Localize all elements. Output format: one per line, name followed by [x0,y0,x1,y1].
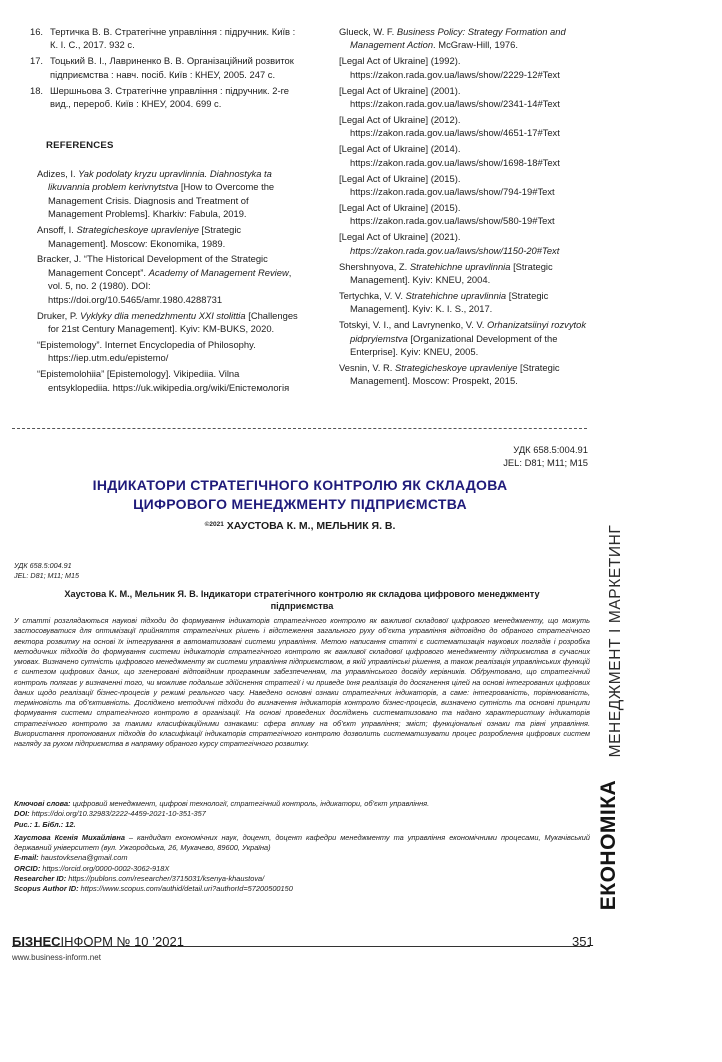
reference-text: [Organizational Development of the Enterprise]. Kyiv: KNEU, 2005. [350,332,558,357]
abstract-title: Хаустова К. М., Мельник Я. В. Індикатори стратегічного контролю як складова цифрового менеджменту підприємства [64,589,540,611]
references-heading: REFERENCES [46,140,114,151]
journal-name: БІЗНЕСІНФОРМ № 10 ’2021 [12,934,184,949]
reference-text: Тоцький В. І., Лавриненко В. В. Організаційний розвиток підприємства : навч. посіб. Київ : КНЕУ, 2005. 247 с. [50,55,294,80]
figs-line: Рис.: 1. Бібл.: 12. [14,819,76,829]
reference-text: [Challenges for 21st Century Management]. Kyiv: KM-BUKS, 2020. [48,309,298,334]
reference-text: [Legal Act of Ukraine] (2015). https://zakon.rada.gov.ua/laws/show/580-19#Text [339,201,555,227]
reference-text: [Strategic Management]. Moscow: Prospekt, 2015. [350,361,560,387]
reference-title: Stratehichne upravlinnia [409,260,511,272]
reference-item [37,338,301,365]
reference-title: Strategicheskoye upravleniye [76,224,199,236]
section-divider [12,428,587,429]
reference-title: Strategicheskoye upravleniye [394,361,518,373]
reference-text: Vesnin, V. R. [339,361,395,373]
reference-text: . McGraw-Hill, 1976. [433,39,518,51]
copyright-year: ©2021 [204,521,224,528]
reference-text: [Legal Act of Ukraine] (2001). https://zakon.rada.gov.ua/laws/show/2341-14#Text [339,84,560,110]
article-title [80,476,520,514]
reference-item [339,260,597,287]
reference-number: 16. [30,26,44,37]
reference-text: Ansoff, I. [37,224,77,236]
udk-code-left: УДК 658.5:004.91 [14,561,72,570]
doi-line: DOI: https://doi.org/10.32983/2222-4459-2021-10-351-357 [14,809,206,819]
reference-title: Stratehichne upravlinnia [405,289,507,301]
reference-text: Тертичка В. В. Стратегічне управління : підручник. Київ : К. І. С., 2017. 932 с. [50,26,296,51]
references-right-column [339,25,597,390]
reference-item [339,54,597,81]
journal-website[interactable]: www.business-inform.net [12,953,101,962]
reference-item [37,252,301,306]
article-title-line1: ІНДИКАТОРИ СТРАТЕГІЧНОГО КОНТРОЛЮ ЯК СКЛАДОВА [92,477,508,493]
reference-number: 17. [30,55,44,67]
reference-text: [Strategic Management]. Kyiv: KNEU, 2004. [350,260,553,285]
reference-text: Bracker, J. “The Historical Development of the Strategic Management Concept”. [37,253,268,278]
numbered-reference-item [30,84,302,111]
researcher-line: Researcher ID: https://publons.com/researcher/3715031/ksenya-khaustova/ [14,874,265,884]
article-title-line2: ЦИФРОВОГО МЕНЕДЖМЕНТУ ПІДПРИЄМСТВА [133,496,467,512]
page-number: 351 [572,934,594,949]
reference-item [37,167,301,221]
reference-item [339,230,597,257]
reference-text: [Legal Act of Ukraine] (2014). https://zakon.rada.gov.ua/laws/show/1698-18#Text [339,143,560,168]
side-section-label: МЕНЕДЖМЕНТ І МАРКЕТИНГ [607,524,624,757]
reference-text: [Strategic Management]. Kyiv: K. I. S., 2017. [350,289,549,315]
reference-text: Shershnyova, Z. [339,260,410,272]
reference-item [339,172,597,199]
byline [80,520,520,532]
udk-code: УДК 658.5:004.91 [513,444,588,455]
author-info: Хаустова Ксенія Михайлівна – кандидат економічних наук, доцент, доцент кафедри менеджменту та управління економічними процесами, Мукачівський державний університет (вул. Ужгородська, 26, Мукачево, 89600, Україна) [14,832,590,853]
numbered-reference-item [30,25,302,52]
reference-item [339,361,597,388]
reference-title: Academy of Management Review [148,266,289,278]
scopus-line: Scopus Author ID: https://www.scopus.com/authid/detail.uri?authorId=57200500150 [14,884,293,894]
reference-item [339,84,597,111]
article-metadata [14,799,590,895]
reference-item [339,318,597,358]
references-numbered-list [30,25,302,113]
reference-text: [How to Overcome the Management Crisis. Diagnosis and Treatment of Management Problems]. Kharkiv: Fabula, 2019. [48,181,275,220]
byline-authors: ХАУСТОВА К. М., МЕЛЬНИК Я. В. [226,520,396,532]
abstract-text: У статті розглядаються наукові підходи до формування індикаторів стратегічного контролю як важливої складової цифрового менеджменту, що можуть застосовуватися для оптимізації прийняття стратегічних рішень і відстеження загального руху об’єкта управління відповідно до обраного стратегічного вектора розвитку на основі їх інтегрування в автоматизовані системи управління. Метою написання статті є систематизація наукових поглядів і розробка методичних підходів до формування системи індикаторів стратегічного контролю як важливої складової цифрового менеджменту підприємства в сучасних умовах. Визначено сутність цифрового менеджменту як системи управління підприємством, в якій управлінські рішення, а також реалізація управлінських функцій є синтезом цифрових даних, що згенеровані відповідним програмним забезпеченням, та управлінського досвіду керівників. Обґрунтовано, що стратегічний контроль полягає у визначенні того, чи можливе подальше здійснення стратегії і чи приведе їхня реалізація до досягнення цілей на основі інтегрованих цифрових даних щодо реалізації бізнес-процесів у режимі реального часу. Наведено основні ознаки стратегічних індикаторів, а саме: інтегрованість, порівнюваність, терміновість та об’єктивність. Досліджено методичні підходи до визначення індикаторів контролю бізнес-процесів, визначено сутність та основні принципи формування системи стратегічного контролю в організації. На основі проведених досліджень систематизовано та надано характеристику індикаторів стратегічного контролю за такими класифікаційними ознаками: сфера впливу на об’єкт управління; зміст; функціональні ознаки та рівні управління. Використання пропонованих підходів до класифікації індикаторів стратегічного контролю дозволить систематизувати процес розроблення цифрових систем нагляду за рухом підприємства в напрямку обраного курсу стратегічного розвитку. [14,616,590,748]
orcid-line: ORCID: https://orcid.org/0000-0002-3062-918X [14,863,170,873]
reference-text: [Legal Act of Ukraine] (2021). [339,231,461,243]
reference-title: Yak podolaty kryzu upravlinnia. Diahnostyka ta likuvannia problem kerivnytstva [48,168,272,193]
udk-jel-right [420,443,588,469]
reference-text: [Strategic Management]. Moscow: Ekonomika, 1989. [48,224,242,249]
reference-item [339,289,597,316]
reference-item [37,309,301,336]
reference-item [37,367,301,394]
numbered-reference-item [30,54,302,81]
reference-item [339,142,597,169]
reference-title: Vyklyky dlia menedzhmentu XXI stolittia [80,309,246,321]
reference-text: Adizes, I. [37,168,79,179]
reference-text: , vol. 5, no. 2 (1980). DOI: https://doi.org/10.5465/amr.1980.4288731 [48,266,292,305]
reference-title: https://zakon.rada.gov.ua/laws/show/1150-20#Text [350,244,560,256]
references-left-column [37,167,301,397]
reference-item [339,25,597,52]
reference-text: Шершньова З. Стратегічне управління : підручник. 2-ге вид., перероб. Київ : КНЕУ, 2004. 699 с. [50,84,290,110]
jel-code: JEL: D81; M11; M15 [503,457,588,468]
jel-code-left: JEL: D81; M11; M15 [14,571,79,581]
reference-text: [Legal Act of Ukraine] (2012). https://zakon.rada.gov.ua/laws/show/4651-17#Text [339,113,560,139]
reference-text: Druker, P. [37,309,81,321]
reference-text: “Epistemolohiia” [Epistemology]. Vikipediia. Vilna entsyklopediia. https://uk.wikipedia.org/wiki/Епістемологія [37,368,290,393]
udk-jel-left [14,561,79,582]
reference-title: Orhanizatsiinyi rozvytok pidpryiemstva [350,319,587,344]
reference-title: Business Policy: Strategy Formation and Management Action [350,26,566,51]
reference-text: “Epistemology”. Internet Encyclopedia of Philosophy. https://iep.utm.edu/epistemo/ [37,338,256,364]
keywords-line: Ключові слова: цифровий менеджмент, цифрові технології, стратегічний контроль, індикатори, об’єкт управління. [14,799,430,808]
side-section-main-label: ЕКОНОМІКА [597,779,620,911]
reference-text: [Legal Act of Ukraine] (1992). https://zakon.rada.gov.ua/laws/show/2229-12#Text [339,55,560,80]
reference-item [339,201,597,228]
reference-text: Glueck, W. F. [339,26,397,37]
email-line: E-mail: haustovksena@gmail.com [14,853,128,863]
reference-item [37,223,301,250]
reference-text: Tertychka, V. V. [339,289,406,301]
reference-text: Totskyi, V. I., and Lavrynenko, V. V. [339,319,488,331]
reference-number: 18. [30,84,44,96]
reference-item [339,113,597,140]
reference-text: [Legal Act of Ukraine] (2015). https://zakon.rada.gov.ua/laws/show/794-19#Text [339,172,555,197]
footer-rule [12,946,590,947]
